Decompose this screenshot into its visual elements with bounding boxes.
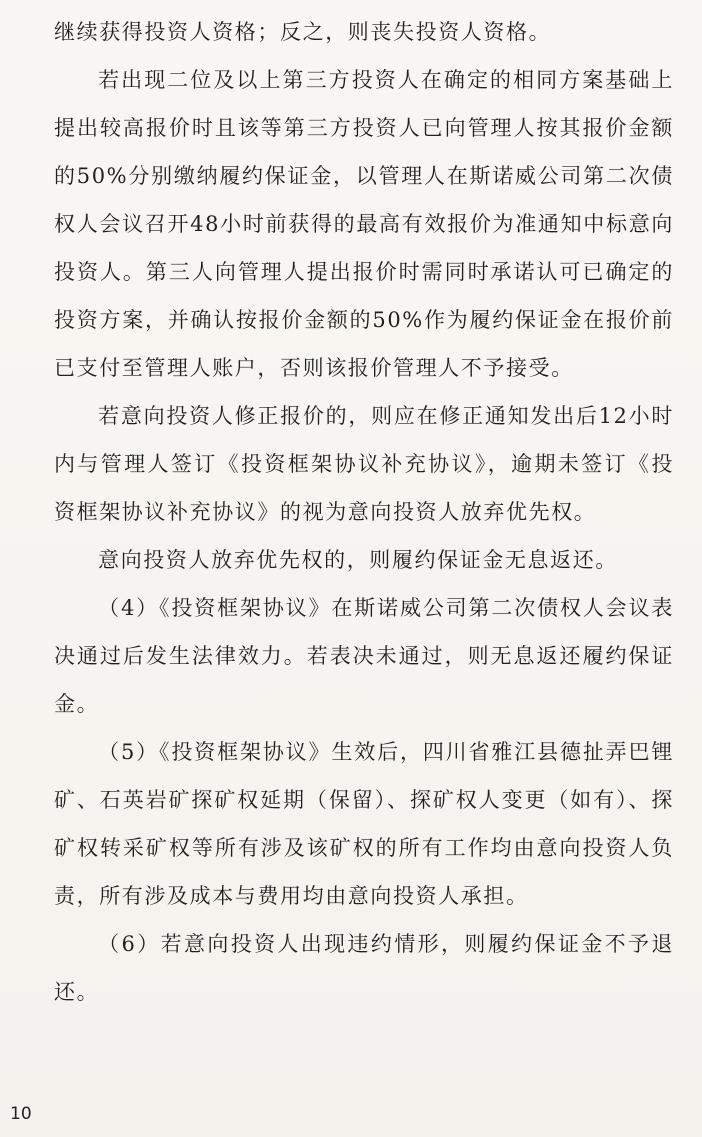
paragraph-2: 若出现二位及以上第三方投资人在确定的相同方案基础上提出较高报价时且该等第三方投资人已向管理人按其报价金额的50%分别缴纳履约保证金，以管理人在斯诺威公司第二次债权人会议召开48小时前获得的最高有效报价为准通知中标意向投资人。第三人向管理人提出报价时需同时承诺认可已确定的投资方案，并确认按报价金额的50%作为履约保证金在报价前已支付至管理人账户，否则该报价管理人不予接受。 — [54, 68, 674, 380]
paragraph-5: （4）《投资框架协议》在斯诺威公司第二次债权人会议表决通过后发生法律效力。若表决未通过，则无息返还履约保证金。 — [54, 596, 674, 716]
paragraph-1: 继续获得投资人资格；反之，则丧失投资人资格。 — [54, 20, 552, 44]
document-body — [54, 8, 674, 1016]
paragraph-4: 意向投资人放弃优先权的，则履约保证金无息返还。 — [98, 548, 618, 572]
page-number: 10 — [10, 1104, 32, 1124]
paragraph-6: （5）《投资框架协议》生效后，四川省雅江县德扯弄巴锂矿、石英岩矿探矿权延期（保留）、探矿权人变更（如有）、探矿权转采矿权等所有涉及该矿权的所有工作均由意向投资人负责，所有涉及成本与费用均由意向投资人承担。 — [54, 740, 674, 908]
paragraph-7: （6）若意向投资人出现违约情形，则履约保证金不予退还。 — [54, 932, 674, 1004]
paragraph-3: 若意向投资人修正报价的，则应在修正通知发出后12小时内与管理人签订《投资框架协议补充协议》，逾期未签订《投资框架协议补充协议》的视为意向投资人放弃优先权。 — [54, 404, 674, 524]
